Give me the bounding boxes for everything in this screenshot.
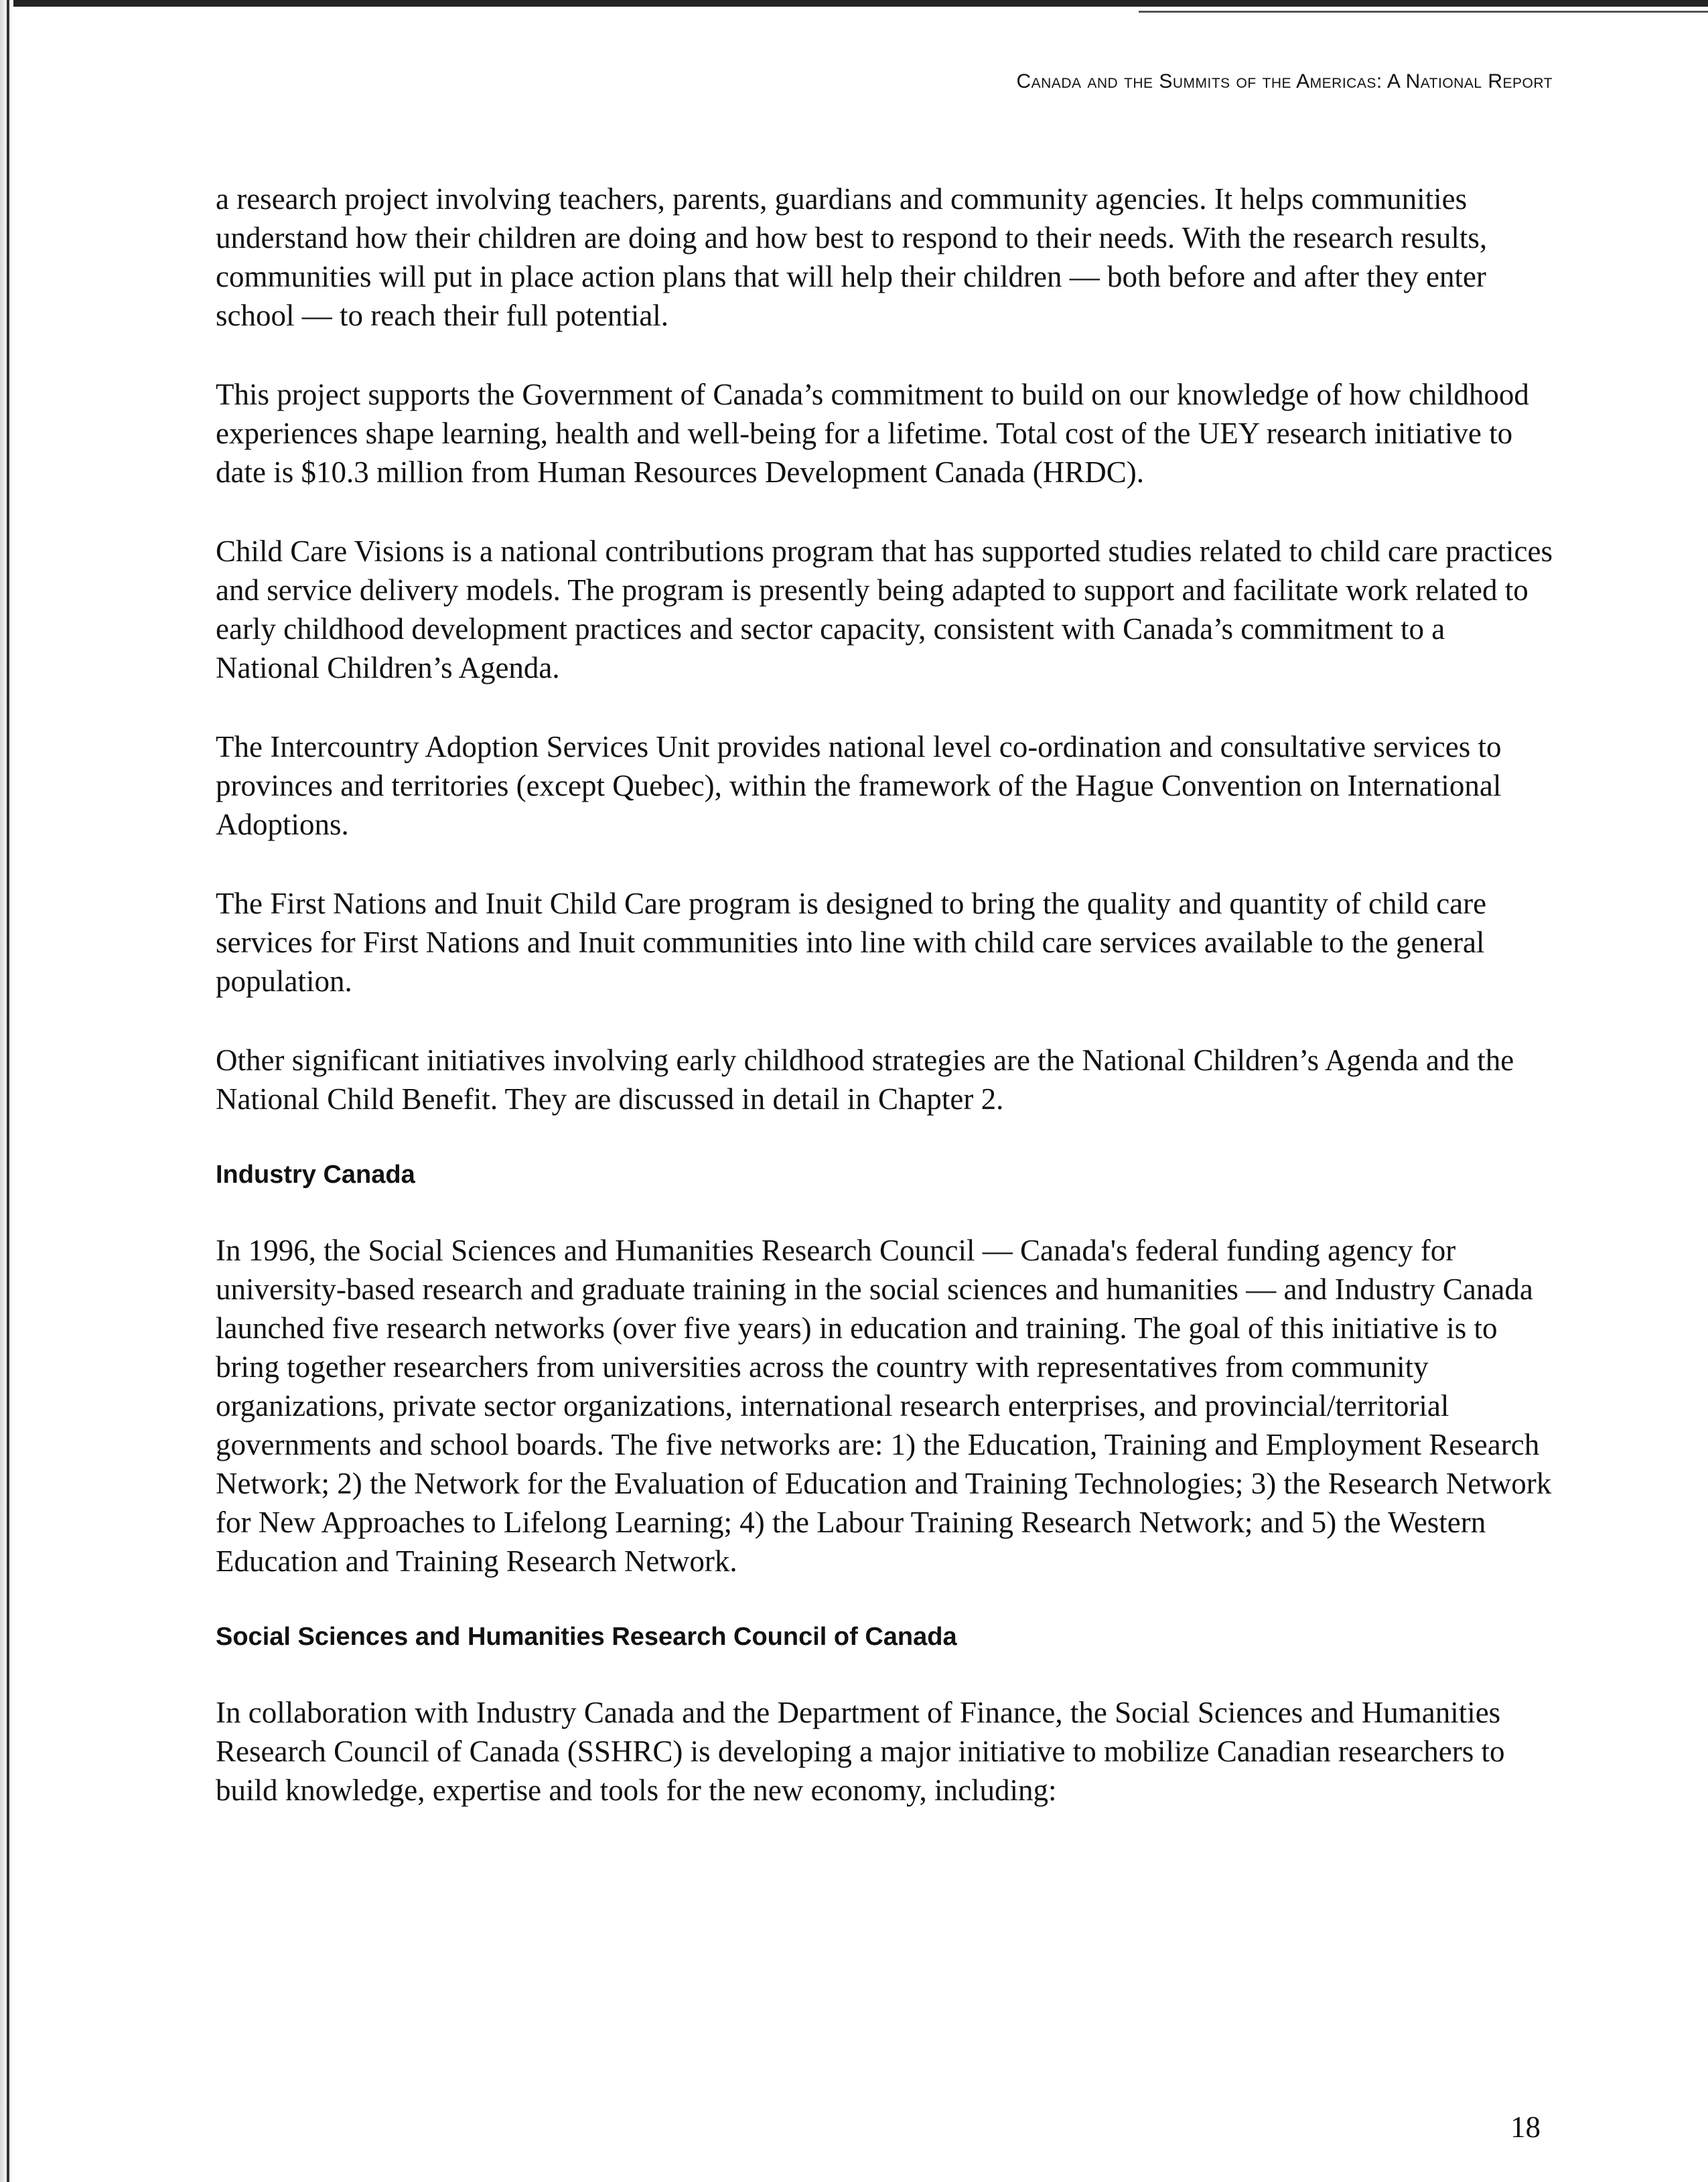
paragraph-intercountry-adoption: The Intercountry Adoption Services Unit provides national level co-ordination and consultative services to provinces and territories (except Quebec), within the framework of the Hague Convention on International Adoptions. (216, 730, 1502, 841)
paragraph-first-nations-child-care: The First Nations and Inuit Child Care program is designed to bring the quality and quantity of child care services for First Nations and Inuit communities into line with child care services available to the general population. (216, 887, 1487, 998)
paragraph-other-initiatives: Other significant initiatives involving early childhood strategies are the National Children’s Agenda and the National Child Benefit. They are discussed in detail in Chapter 2. (216, 1043, 1514, 1116)
paragraph-child-care-visions: Child Care Visions is a national contributions program that has supported studies related to child care practices and service delivery models. The program is presently being adapted to support and facilitate work related to early childhood development practices and sector capacity, consistent with Canada’s commitment to a National Children’s Agenda. (216, 534, 1553, 684)
heading-industry-canada: Industry Canada (216, 1161, 415, 1189)
heading-sshrc: Social Sciences and Humanities Research Council of Canada (216, 1623, 957, 1651)
scan-top-border-line (13, 0, 1708, 7)
running-header: Canada and the Summits of the Americas: A National Report (1016, 70, 1553, 92)
page-number: 18 (1510, 2110, 1541, 2144)
paragraph-research-networks: In 1996, the Social Sciences and Humanities Research Council — Canada's federal funding agency for university-based research and graduate training in the social sciences and humanities — and Industry Canada launched five research networks (over five years) in education and training. The goal of this initiative is to bring together researchers from universities across the country with representatives from community organizations, private sector organizations, international research enterprises, and provincial/territorial governments and school boards. The five networks are: 1) the Education, Training and Employment Research Network; 2) the Network for the Evaluation of Education and Training Technologies; 3) the Research Network for New Approaches to Lifelong Learning; 4) the Labour Training Research Network; and 5) the Western Education and Training Research Network. (216, 1234, 1552, 1578)
paragraph-uey-cost: This project supports the Government of Canada’s commitment to build on our knowledge of how childhood experiences shape learning, health and well-being for a lifetime. Total cost of the UEY research initiative to date is $10.3 million from Human Resources Development Canada (HRDC). (216, 378, 1529, 489)
scan-top-secondary-line (1139, 11, 1708, 13)
paragraph-sshrc-initiative: In collaboration with Industry Canada and the Department of Finance, the Social Sciences and Humanities Research Council of Canada (SSHRC) is developing a major initiative to mobilize Canadian researchers to build knowledge, expertise and tools for the new economy, including: (216, 1696, 1505, 1807)
paragraph-uey-research: a research project involving teachers, parents, guardians and community agencies. It helps communities understand how their children are doing and how best to respond to their needs. With the research results, communities will put in place action plans that will help their children — both before and after they enter school — to reach their full potential. (216, 182, 1488, 332)
scan-left-border-line (7, 0, 9, 2182)
page-body (216, 179, 1555, 1850)
